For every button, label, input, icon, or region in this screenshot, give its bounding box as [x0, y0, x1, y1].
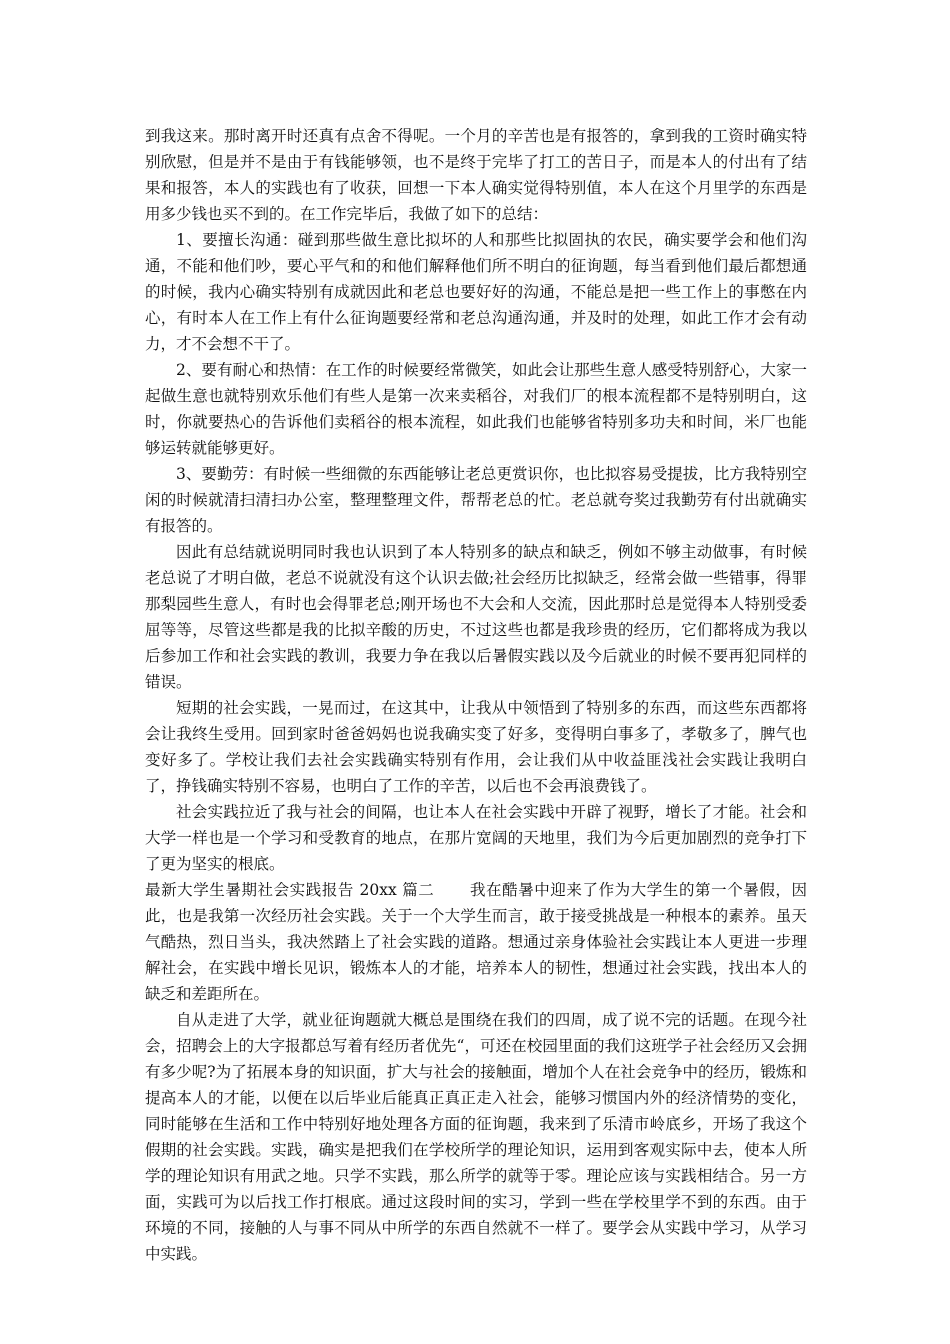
paragraph-point-communication: 1、要擅长沟通：碰到那些做生意比拟坏的人和那些比拟固执的农民，确实要学会和他们沟通，不能和他们吵，要心平气和的和他们解释他们所不明白的征询题，每当看到他们最后都想通的时候，我内心确实特别有成就因此和老总也要好好的沟通，不能总是把一些工作上的事憋在内心，有时本人在工作上有什么征询题要经常和老总沟通沟通，并及时的处理，如此工作才会有动力，才不会想不干了。: [145, 231, 807, 353]
paragraph-point-diligence: 3、要勤劳：有时候一些细微的东西能够让老总更赏识你，也比拟容易受提拔，比方我特别空闲的时候就清扫清扫办公室，整理整理文件，帮帮老总的忙。老总就夸奖过我勤劳有付出就确实有报答的。: [145, 465, 807, 535]
document-body: [145, 123, 807, 1267]
paragraph-employment: 自从走进了大学，就业征询题就大概总是围绕在我们的四周，成了说不完的话题。在现今社会，招聘会上的大字报都总写着有经历者优先“，可还在校园里面的我们这班学子社会经历又会拥有多少呢?为了拓展本身的知识面，扩大与社会的接触面，增加个人在社会竞争中的经历，锻炼和提高本人的才能，以便在以后毕业后能真正真正走入社会，能够习惯国内外的经济情势的变化，同时能够在生活和工作中特别好地处理各方面的征询题，我来到了乐清市岭底乡，开场了我这个假期的社会实践。实践，确实是把我们在学校所学的理论知识，运用到客观实际中去，使本人所学的理论知识有用武之地。只学不实践，那么所学的就等于零。理论应该与实践相结合。另一方面，实践可为以后找工作打根底。通过这段时间的实习，学到一些在学校里学不到的东西。由于环境的不同，接触的人与事不同从中所学的东西自然就不一样了。要学会从实践中学习，从学习中实践。: [145, 1011, 807, 1263]
paragraph-continuation: 到我这来。那时离开时还真有点舍不得呢。一个月的辛苦也是有报答的，拿到我的工资时确实特别欣慰，但是并不是由于有钱能够领，也不是终于完毕了打工的苦日子，而是本人的付出有了结果和报答，本人的实践也有了收获，回想一下本人确实觉得特别值，本人在这个月里学的东西是用多少钱也买不到的。在工作完毕后，我做了如下的总结：: [145, 127, 807, 223]
section-two-paragraph: [145, 877, 807, 1007]
paragraph-practice-society: 社会实践拉近了我与社会的间隔，也让本人在社会实践中开辟了视野，增长了才能。社会和大学一样也是一个学习和受教育的地点，在那片宽阔的天地里，我们为今后更加剧烈的竞争打下了更为坚实的根底。: [145, 803, 807, 873]
paragraph-point-patience: 2、要有耐心和热情：在工作的时候要经常微笑，如此会让那些生意人感受特别舒心，大家一起做生意也就特别欢乐他们有些人是第一次来卖稻谷，对我们厂的根本流程都不是特别明白，这时，你就要热心的告诉他们卖稻谷的根本流程，如此我们也能够省特别多功夫和时间，米厂也能够运转就能够更好。: [145, 361, 807, 457]
section-title: 最新大学生暑期社会实践报告 20xx 篇二: [145, 881, 435, 899]
paragraph-shortcomings: 因此有总结就说明同时我也认识到了本人特别多的缺点和缺乏，例如不够主动做事，有时候老总说了才明白做，老总不说就没有这个认识去做;社会经历比拟缺乏，经常会做一些错事，得罪那梨园些生意人，有时也会得罪老总;刚开场也不大会和人交流，因此那时总是觉得本人特别受委屈等等，尽管这些都是我的比拟辛酸的历史，不过这些也都是我珍贵的经历，它们都将成为我以后参加工作和社会实践的教训，我要力争在我以后暑假实践以及今后就业的时候不要再犯同样的错误。: [145, 543, 807, 691]
paragraph-short-practice: 短期的社会实践，一晃而过，在这其中，让我从中领悟到了特别多的东西，而这些东西都将会让我终生受用。回到家时爸爸妈妈也说我确实变了好多，变得明白事多了，孝敬多了，脾气也变好多了。学校让我们去社会实践确实特别有作用，会让我们从中收益匪浅社会实践让我明白了，挣钱确实特别不容易，也明白了工作的辛苦，以后也不会再浪费钱了。: [145, 699, 807, 795]
section-two-intro: 我在酷暑中迎来了作为大学生的第一个暑假，因此，也是我第一次经历社会实践。关于一个大学生而言，敢于接受挑战是一种根本的素养。虽天气酷热，烈日当头，我决然踏上了社会实践的道路。想通过亲身体验社会实践让本人更进一步理解社会，在实践中增长见识，锻炼本人的才能，培养本人的韧性，想通过社会实践，找出本人的缺乏和差距所在。: [145, 881, 807, 1003]
